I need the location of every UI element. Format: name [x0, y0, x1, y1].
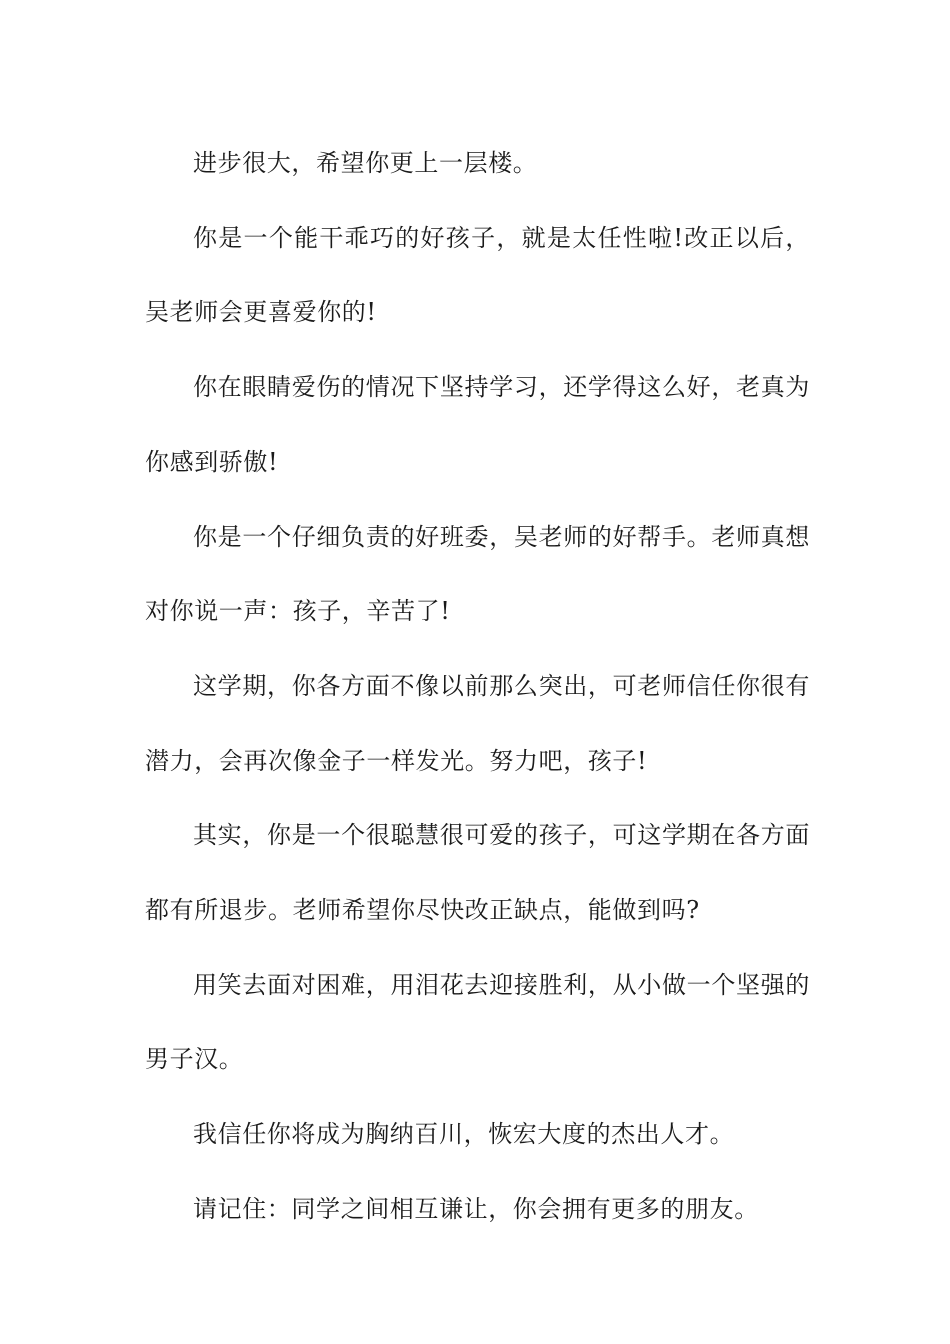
paragraph: 你在眼睛爱伤的情况下坚持学习，还学得这么好，老真为你感到骄傲!: [145, 373, 810, 476]
paragraph: 你是一个仔细负责的好班委，吴老师的好帮手。老师真想对你说一声：孩子，辛苦了!: [145, 522, 810, 626]
paragraph: 请记住：同学之间相互谦让，你会拥有更多的朋友。: [193, 1194, 759, 1223]
document-body: [145, 126, 810, 1247]
paragraph: 我信任你将成为胸纳百川，恢宏大度的杰出人才。: [193, 1120, 735, 1149]
paragraph: 这学期，你各方面不像以前那么突出，可老师信任你很有潜力，会再次像金子一样发光。努力吧，孩子!: [145, 671, 810, 775]
paragraph: 你是一个能干乖巧的好孩子，就是太任性啦!改正以后，吴老师会更喜爱你的!: [145, 223, 810, 327]
paragraph: 用笑去面对困难，用泪花去迎接胜利，从小做一个坚强的男子汉。: [145, 970, 810, 1074]
paragraph: 进步很大，希望你更上一层楼。: [193, 149, 538, 177]
paragraph: 其实，你是一个很聪慧很可爱的孩子，可这学期在各方面都有所退步。老师希望你尽快改正缺点，能做到吗?: [145, 821, 810, 925]
